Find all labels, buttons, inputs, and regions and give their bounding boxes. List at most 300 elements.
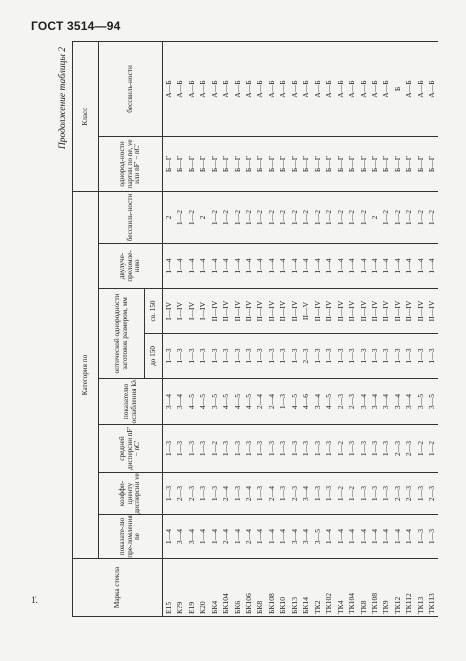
table-cell: 4—5 [186,379,197,425]
page-number: 1̇. [31,595,38,605]
table-cell: II—IV [415,289,426,334]
table-cell: 4—5 [289,379,300,425]
table-cell: А—Б [163,41,175,136]
table-body [163,41,439,616]
table-cell: Б—Г [312,136,323,191]
table-cell: 3—4 [358,379,369,425]
table-cell: 1—4 [266,244,277,289]
table-cell: 1—3 [301,425,312,473]
table-row [381,41,392,616]
table-cell: 1—3 [427,515,438,559]
table-row [163,41,175,616]
table-cell: Б—Г [255,136,266,191]
table-cell: 1—4 [278,515,289,559]
table-cell: II—IV [323,289,334,334]
table-cell: 1—4 [255,515,266,559]
table-cell: 1—3 [278,379,289,425]
table-cell: 2—3 [301,334,312,379]
header-up-to-150: до 150 [145,334,163,379]
glass-brand-cell: БК108 [266,559,277,617]
table-row [197,41,208,616]
table-cell: 3—4 [404,379,415,425]
table-cell: 1—4 [278,244,289,289]
table-cell: 1—2 [427,425,438,473]
table-cell: 1—2 [415,425,426,473]
table-cell: А—Б [323,41,334,136]
table-cell: А—Б [369,41,380,136]
table-cell: 1—3 [289,425,300,473]
table-cell: 1—2 [392,191,403,243]
table-cell: II—V [301,289,312,334]
glass-brand-cell: ТК12 [392,559,403,617]
table-row [255,41,266,616]
glass-brand-cell: ТК9 [381,559,392,617]
table-cell: Б—Г [163,136,175,191]
table-cell: Б—Г [209,136,220,191]
header-over-150: св. 150 [145,289,163,334]
table-cell: 1—2 [209,191,220,243]
table-cell: Б—Г [197,136,208,191]
header-attenuation: показателю ослабления kλ [99,379,163,425]
table-cell: 1—3 [312,334,323,379]
glass-brand-cell: БК6 [232,559,243,617]
table-cell: А—Б [266,41,277,136]
table-cell: 1—4 [346,515,357,559]
glass-brand-cell: Е15 [163,559,175,617]
table-cell: 1—4 [289,244,300,289]
table-cell: 1—3 [358,334,369,379]
table-row [335,41,346,616]
table-cell: 1—4 [186,244,197,289]
table-row [278,41,289,616]
table-cell: 1—3 [415,334,426,379]
table-cell: Б—Г [323,136,334,191]
table-cell: 1—3 [323,425,334,473]
table-row [358,41,369,616]
table-cell: II—IV [232,289,243,334]
table-cell: 4—5 [197,379,208,425]
table-cell: 3—4 [369,379,380,425]
table-cell: 1—2 [220,191,231,243]
table-cell: А—Б [197,41,208,136]
table-cell: II—IV [404,289,415,334]
table-cell: 1—3 [220,334,231,379]
table-row [415,41,426,616]
glass-brand-cell: Е19 [186,559,197,617]
glass-brand-cell: БК13 [289,559,300,617]
table-cell: 1—3 [266,425,277,473]
table-cell: 1—3 [186,425,197,473]
table-cell: II—IV [289,289,300,334]
table-cell: Б—Г [175,136,186,191]
glass-brand-cell: БК10 [278,559,289,617]
table-cell: 1—4 [392,515,403,559]
table-cell: II—IV [427,289,438,334]
header-optical-homogeneity: оптической однородности заготовок размером, мм [99,289,145,379]
table-cell: Б—Г [369,136,380,191]
table-row [301,41,312,616]
table-cell: 1—4 [232,244,243,289]
table-cell: 1—3 [335,334,346,379]
table-cell: 1—3 [323,473,334,515]
glass-brand-cell: БК4 [209,559,220,617]
table-cell: 1—4 [175,244,186,289]
table-row [392,41,403,616]
table-cell: А—Б [312,41,323,136]
table-cell: 1—3 [346,334,357,379]
table-cell: 1—4 [392,244,403,289]
table-cell: А—Б [415,41,426,136]
table-cell: 1—3 [266,334,277,379]
table-cell: 1—3 [197,473,208,515]
table-cell: II—IV [209,289,220,334]
table-cell: 1—2 [323,191,334,243]
table-cell: 1—3 [369,473,380,515]
table-row [266,41,277,616]
table-cell: 2—4 [220,473,231,515]
table-cell: 3—4 [175,515,186,559]
table-cell: 2—4 [266,379,277,425]
table-cell: 1—3 [163,334,175,379]
table-cell: 1—3 [278,334,289,379]
glass-brand-cell: БК106 [243,559,254,617]
table-cell: 1—3 [220,425,231,473]
table-cell: 1—3 [312,473,323,515]
table-cell: 2—3 [404,473,415,515]
table-cell: Б—Г [220,136,231,191]
table-cell: А—Б [427,41,438,136]
glass-brand-cell: ТК112 [404,559,415,617]
table-cell: 3—4 [186,515,197,559]
table-cell: 1—2 [289,191,300,243]
table-cell: 1—3 [197,425,208,473]
table-cell: 1—3 [232,425,243,473]
table-cell: Б—Г [289,136,300,191]
table-cell: 4—6 [301,379,312,425]
table-cell: 1—3 [255,473,266,515]
table-cell: 1—3 [404,334,415,379]
table-cell: 2—3 [346,379,357,425]
table-row [175,41,186,616]
table-cell: I—IV [175,289,186,334]
table-cell: Б—Г [335,136,346,191]
table-cell: 1—4 [266,515,277,559]
glass-brand-cell: К20 [197,559,208,617]
table-cell: 1—2 [346,191,357,243]
table-cell: 2—3 [289,473,300,515]
table-row [323,41,334,616]
table-row [369,41,380,616]
table-cell: 1—3 [255,334,266,379]
table-cell: 1—2 [335,473,346,515]
table-cell: I—IV [163,289,175,334]
table-cell: II—IV [243,289,254,334]
table-row [346,41,357,616]
table-cell: 1—4 [220,244,231,289]
table-cell: 1—4 [197,244,208,289]
table-cell: А—Б [346,41,357,136]
table-cell: 1—2 [175,191,186,243]
table-cell: 2—3 [186,473,197,515]
table-cell: 3—4 [163,379,175,425]
table-cell: 1—4 [209,244,220,289]
table-row [220,41,231,616]
rotated-table-page [58,42,438,617]
table-cell: А—Б [209,41,220,136]
table-cell: 1—3 [415,473,426,515]
table-cell: 2—4 [243,515,254,559]
table-cell: 3—4 [301,515,312,559]
table-cell: А—Б [404,41,415,136]
table-cell: 1—3 [312,425,323,473]
table-cell: 1—4 [404,515,415,559]
table-cell: 3—5 [427,379,438,425]
table-cell: 1—4 [232,515,243,559]
table-row [404,41,415,616]
table-row [186,41,197,616]
header-dispersion-coeff: коэффи-циенту дисперсии νe [99,473,163,515]
header-bubbles-category: бессвиль-ности [99,191,163,243]
table-cell: 3—4 [289,515,300,559]
table-cell: 2 [197,191,208,243]
table-row [243,41,254,616]
header-homogeneity-class: однород-ности партии по ne, νe или nF′ − nC′ [99,136,163,191]
table-cell: 1—2 [232,191,243,243]
header-class-group: Класс [73,41,99,191]
table-cell: А—Б [278,41,289,136]
header-glass-brand: Марка стекла [73,559,163,617]
glass-brand-cell: ТК108 [369,559,380,617]
table-cell: 1—4 [323,244,334,289]
table-cell: 1—3 [346,425,357,473]
table-cell: Б—Г [346,136,357,191]
table-cell: 1—2 [358,191,369,243]
table-cell: 1—4 [381,244,392,289]
glass-brand-cell: ТК13 [415,559,426,617]
table-cell: 1—2 [404,191,415,243]
table-cell: Б—Г [232,136,243,191]
table-cell: I—IV [197,289,208,334]
glass-brand-cell: ТК8 [358,559,369,617]
table-cell: 1—2 [335,425,346,473]
table-cell: 1—4 [301,244,312,289]
table-cell: 1—2 [301,191,312,243]
table-cell: Б—Г [392,136,403,191]
table-cell: II—IV [255,289,266,334]
table-cell: 2 [163,191,175,243]
table-continuation-title: Продолжение таблицы 2 [58,47,68,150]
table-cell: Б [392,41,403,136]
table-cell: А—Б [232,41,243,136]
table-cell: 1—4 [335,515,346,559]
table-cell: Б—Г [278,136,289,191]
table-cell: II—IV [381,289,392,334]
table-cell: 1—4 [358,515,369,559]
table-cell: А—Б [175,41,186,136]
header-category-group: Категория по [73,191,99,558]
table-cell: 4—5 [232,379,243,425]
table-cell: Б—Г [243,136,254,191]
table-cell: 1—2 [243,191,254,243]
table-cell: II—IV [220,289,231,334]
table-cell: А—Б [358,41,369,136]
table-cell: 1—2 [278,191,289,243]
header-bubbles-class: бессвиль-ности [99,41,163,136]
table-cell: 2—4 [220,515,231,559]
table-cell: 2—3 [175,473,186,515]
table-cell: 1—2 [415,191,426,243]
table-cell: 2—3 [404,425,415,473]
table-cell: 1—3 [358,425,369,473]
table-cell: 1—3 [175,425,186,473]
table-cell: 1—4 [427,244,438,289]
table-cell: 2—3 [392,425,403,473]
table-cell: 1—4 [369,244,380,289]
table-cell: 1—2 [266,191,277,243]
table-cell: 1—4 [346,244,357,289]
glass-brand-cell: ТК102 [323,559,334,617]
table-cell: 1—4 [369,515,380,559]
table-cell: 1—3 [163,425,175,473]
header-birefringence: двулуче-преломле-нию [99,244,163,289]
table-cell: 1—2 [335,191,346,243]
table-cell: Б—Г [415,136,426,191]
glass-brand-cell: ТК113 [427,559,438,617]
table-row [289,41,300,616]
table-cell: Б—Г [186,136,197,191]
table-cell: II—IV [266,289,277,334]
table-cell: 1—3 [175,334,186,379]
table-cell: 1—3 [381,334,392,379]
table-cell: 1—4 [163,244,175,289]
table-cell: Б—Г [404,136,415,191]
table-cell: 1—3 [289,334,300,379]
table-cell: А—Б [186,41,197,136]
header-mean-dispersion: средней дисперсии nF′ − nC′ [99,425,163,473]
table-cell: 1—3 [278,473,289,515]
table-cell: 1—4 [415,244,426,289]
table-cell: А—Б [255,41,266,136]
table-cell: 1—3 [209,473,220,515]
table-cell: II—IV [369,289,380,334]
table-cell: А—Б [243,41,254,136]
table-cell: 2—3 [335,379,346,425]
table-cell: 1—3 [232,473,243,515]
table-row [427,41,438,616]
table-cell: 3—5 [312,515,323,559]
table-cell: 1—3 [369,334,380,379]
table-cell: II—IV [278,289,289,334]
table-cell: А—Б [289,41,300,136]
table-cell: А—Б [381,41,392,136]
table-cell: 1—3 [278,425,289,473]
table-cell: 1—3 [369,425,380,473]
table-cell: 1—3 [209,334,220,379]
table-cell: Б—Г [427,136,438,191]
table-cell: 2—3 [427,473,438,515]
table-cell: 1—4 [312,244,323,289]
table-cell: 1—3 [392,334,403,379]
table-cell: А—Б [335,41,346,136]
table-cell: 2 [369,191,380,243]
table-cell: 1—4 [197,515,208,559]
table-cell: 1—2 [255,191,266,243]
table-cell: 1—3 [232,334,243,379]
table-cell: 3—4 [392,379,403,425]
table-cell: 3—4 [301,473,312,515]
table-cell: Б—Г [266,136,277,191]
table-cell: Б—Г [358,136,369,191]
table-cell: 2—3 [392,473,403,515]
table-cell: 1—4 [243,244,254,289]
table-cell: 1—2 [381,191,392,243]
table-cell: II—IV [312,289,323,334]
table-cell: II—IV [392,289,403,334]
table-row [209,41,220,616]
table-cell: Б—Г [381,136,392,191]
glass-brand-cell: БК104 [220,559,231,617]
glass-brand-cell: БК8 [255,559,266,617]
table-cell: 1—4 [404,244,415,289]
table-cell: 4—5 [323,379,334,425]
table-cell: 1—3 [415,515,426,559]
table-cell: 1—4 [209,515,220,559]
table-cell: 1—4 [323,515,334,559]
table-cell: 1—4 [163,515,175,559]
table-row [232,41,243,616]
table-cell: А—Б [301,41,312,136]
table-cell: 1—4 [335,244,346,289]
glass-brand-cell: ТК2 [312,559,323,617]
table-cell: 4—5 [243,379,254,425]
table-cell: II—IV [358,289,369,334]
table-cell: 1—2 [186,191,197,243]
table-cell: 3—4 [175,379,186,425]
table-cell: II—IV [335,289,346,334]
table-cell: 3—5 [209,379,220,425]
table-cell: 2—4 [266,473,277,515]
table-cell: 1—3 [427,334,438,379]
table-cell: 1—3 [197,334,208,379]
table-cell: 1—4 [255,244,266,289]
table-cell: 2—4 [243,473,254,515]
document-code: ГОСТ 3514—94 [31,19,121,33]
table-cell: 3—4 [381,379,392,425]
table-cell: 2—4 [255,379,266,425]
glass-brand-cell: ТК4 [335,559,346,617]
table-cell: Б—Г [301,136,312,191]
table-cell: 4—5 [220,379,231,425]
table-cell: 1—4 [358,244,369,289]
table-row [312,41,323,616]
glass-brand-cell: К?9 [175,559,186,617]
header-refraction: показате-лю пре-ломления ne [99,515,163,559]
table-cell: I—IV [186,289,197,334]
table-cell: 1—2 [427,191,438,243]
table-cell: 1—2 [209,425,220,473]
table-cell: 1—3 [255,425,266,473]
glass-category-table [72,41,438,617]
table-cell: 3—4 [312,379,323,425]
table-cell: 1—3 [323,334,334,379]
table-cell: 1—4 [381,515,392,559]
table-cell: 1—3 [186,334,197,379]
table-cell: 1—3 [163,473,175,515]
glass-brand-cell: БК14 [301,559,312,617]
table-cell: 1—2 [312,191,323,243]
table-cell: 1—3 [358,473,369,515]
table-cell: 3—5 [415,379,426,425]
